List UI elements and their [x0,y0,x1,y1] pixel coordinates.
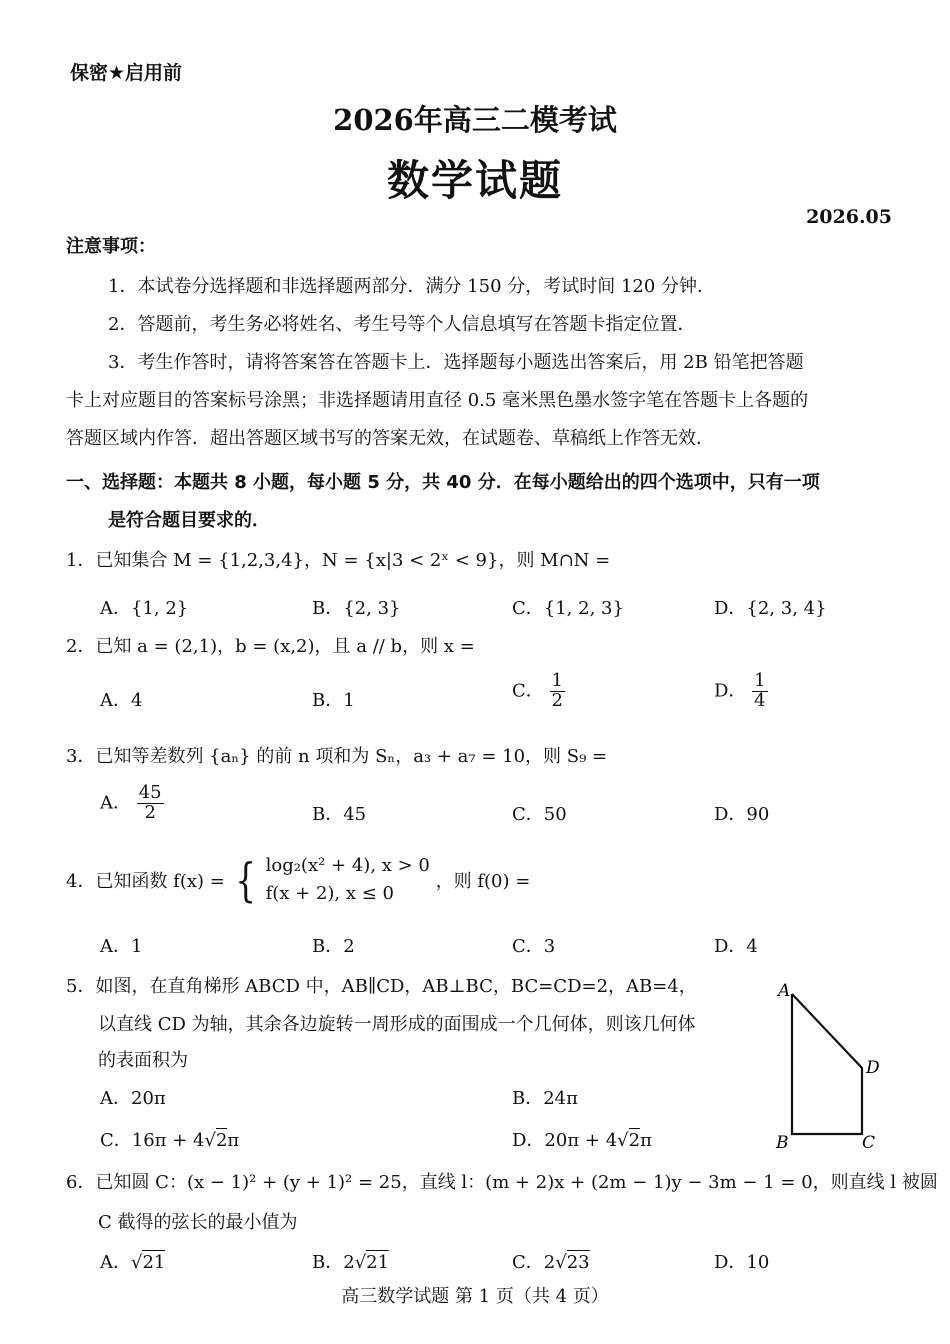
fraction [550,672,565,711]
question-5-line1: 5．如图，在直角梯形 ABCD 中，AB∥CD，AB⊥BC，BC=CD=2，AB=4， [66,976,697,997]
radicand: 23 [566,1252,590,1273]
option-prefix: D．20π + 4 [512,1130,618,1151]
question-4-stem [66,852,530,908]
question-2-option-a: A．4 [100,690,143,711]
question-4-suffix: ，则 f(0) = [435,870,531,892]
question-5-option-b: B．24π [512,1088,578,1109]
trapezoid-figure [770,976,890,1158]
option-suffix: π [640,1130,652,1151]
question-1-option-d: D．{2, 3, 4} [714,598,827,619]
question-6-option-d: D．10 [714,1252,770,1273]
question-2-stem: 2．已知 a = (2,1)，b = (x,2)，且 a // b，则 x = [66,636,475,657]
question-5-option-d [512,1126,652,1152]
vertex-label-c: C [862,1133,876,1153]
vertex-label-a: A [778,981,791,1001]
option-suffix: π [227,1130,240,1151]
piecewise-cases [266,852,430,908]
denominator: 2 [144,801,156,823]
notice-item-2: 2．答题前，考生务必将姓名、考生号等个人信息填写在答题卡指定位置． [108,314,696,335]
question-5-option-a: A．20π [100,1088,166,1109]
numerator: 45 [138,782,162,803]
question-6-option-b [312,1248,389,1274]
question-6-option-a [100,1248,165,1274]
question-5-line3: 的表面积为 [98,1050,188,1071]
brace-icon: { [234,852,256,907]
question-6-line2: C 截得的弦长的最小值为 [98,1212,298,1233]
option-prefix: C．16π + 4 [100,1130,205,1151]
option-label: C． [512,680,544,702]
notice-item-1: 1．本试卷分选择题和非选择题两部分．满分 150 分，考试时间 120 分钟． [108,276,716,297]
question-5-option-c [100,1126,239,1152]
option-prefix: C．2 [512,1252,556,1273]
sqrt-sign: √ [354,1252,367,1273]
question-6-option-c [512,1248,590,1274]
question-4-option-a: A．1 [100,936,143,957]
option-prefix: A． [100,1252,131,1273]
question-3-option-a [100,784,164,823]
question-5-line2: 以直线 CD 为轴，其余各边旋转一周形成的面围成一个几何体，则该几何体 [98,1014,696,1035]
option-label: D． [714,680,747,702]
option-prefix: B．2 [312,1252,355,1273]
question-2-option-b: B．1 [312,690,355,711]
vertex-label-d: D [866,1058,880,1078]
radicand: 21 [366,1252,390,1273]
sqrt-sign: √ [617,1130,629,1151]
fraction [137,784,164,823]
denominator: 4 [754,689,766,711]
question-4-option-c: C．3 [512,936,556,957]
radicand: 2 [215,1130,228,1151]
section-heading-line2: 是符合题目要求的． [108,510,270,531]
numerator: 1 [551,670,563,691]
vertex-label-b: B [776,1133,789,1153]
question-4-option-b: B．2 [312,936,355,957]
question-1-option-a: A．{1, 2} [100,598,189,619]
option-label: A． [100,792,131,814]
question-2-option-d [714,672,768,711]
radicand: 21 [142,1252,166,1273]
question-1-option-b: B．{2, 3} [312,598,401,619]
question-3-option-b: B．45 [312,804,367,825]
exam-date: 2026.05 [806,206,892,228]
question-3-option-d: D．90 [714,804,770,825]
question-4-prefix: 4．已知函数 f(x) = [66,870,225,892]
question-1-stem: 1．已知集合 M = {1,2,3,4}，N = {x|3 < 2ˣ < 9}，则 M∩N = [66,550,611,571]
page-title: 数学试题 [386,156,563,205]
confidential-mark: 保密★启用前 [70,62,183,84]
question-1-option-c: C．{1, 2, 3} [512,598,624,619]
section-heading-line1: 一、选择题：本题共 8 小题，每小题 5 分，共 40 分．在每小题给出的四个选项中，只有一项 [66,472,820,493]
exam-name: 2026年高三二模考试 [333,103,617,137]
question-2-option-c [512,672,565,711]
question-3-option-c: C．50 [512,804,567,825]
case-1: log₂(x² + 4), x > 0 [265,855,430,876]
trapezoid-outline [792,994,862,1134]
sqrt-sign: √ [131,1252,143,1273]
sqrt-sign: √ [204,1130,216,1151]
page-footer: 高三数学试题 第 1 页（共 4 页） [341,1286,609,1307]
notice-item-3-line3: 答题区域内作答．超出答题区域书写的答案无效，在试题卷、草稿纸上作答无效． [66,428,714,449]
question-3-stem: 3．已知等差数列 {aₙ} 的前 n 项和为 Sₙ，a₃ + a₇ = 10，则 S₉ = [66,746,608,767]
question-6-line1: 6．已知圆 C：(x − 1)² + (y + 1)² = 25，直线 l：(m + 2)x + (2m − 1)y − 3m − 1 = 0，则直线 l 被圆 [66,1172,938,1193]
radicand: 2 [628,1130,641,1151]
case-2: f(x + 2), x ≤ 0 [265,882,395,904]
denominator: 2 [551,689,563,711]
notice-item-3-line1: 3．考生作答时，请将答案答在答题卡上．选择题每小题选出答案后，用 2B 铅笔把答题 [108,352,804,373]
question-4-option-d: D．4 [714,936,758,957]
sqrt-sign: √ [555,1252,567,1273]
notice-heading: 注意事项： [66,236,156,257]
numerator: 1 [754,670,766,691]
notice-item-3-line2: 卡上对应题目的答案标号涂黑；非选择题请用直径 0.5 毫米黑色墨水签字笔在答题卡上各题的 [66,390,809,411]
fraction [752,672,767,711]
